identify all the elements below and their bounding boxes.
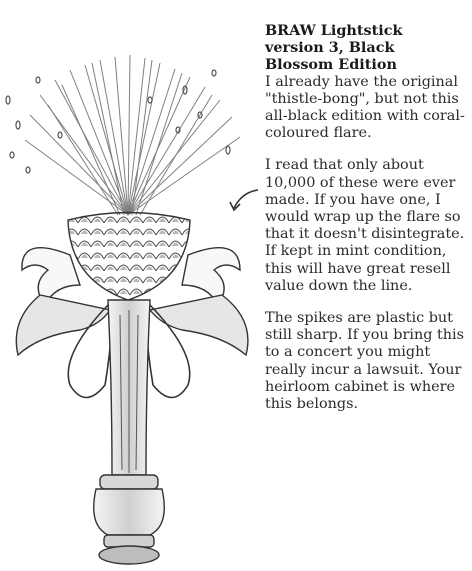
caption-intro: I already have the original "thistle-bong", but not this all-black edition with coral-coloured flare. — [265, 73, 465, 142]
flare-bristles — [25, 55, 240, 215]
caption-paragraph-3: The spikes are plastic but still sharp. If you bring this to a concert you might really incur a lawsuit. Your heirloom cabinet is where this belongs. — [265, 310, 465, 413]
handle-base — [94, 475, 165, 564]
caption-paragraph-2: I read that only about 10,000 of these were ever made. If you have one, I would wrap up the flare so that it doesn't disintegrate. If kept in mint condition, this will have great resell value down the line. — [265, 157, 465, 294]
pointer-arrow-icon — [228, 188, 260, 214]
flower-head — [68, 213, 190, 301]
caption-text — [265, 22, 465, 428]
thistle-lightstick-drawing — [0, 55, 265, 571]
caption-title: BRAW Lightstick version 3, Black Blossom Edition — [265, 22, 403, 74]
